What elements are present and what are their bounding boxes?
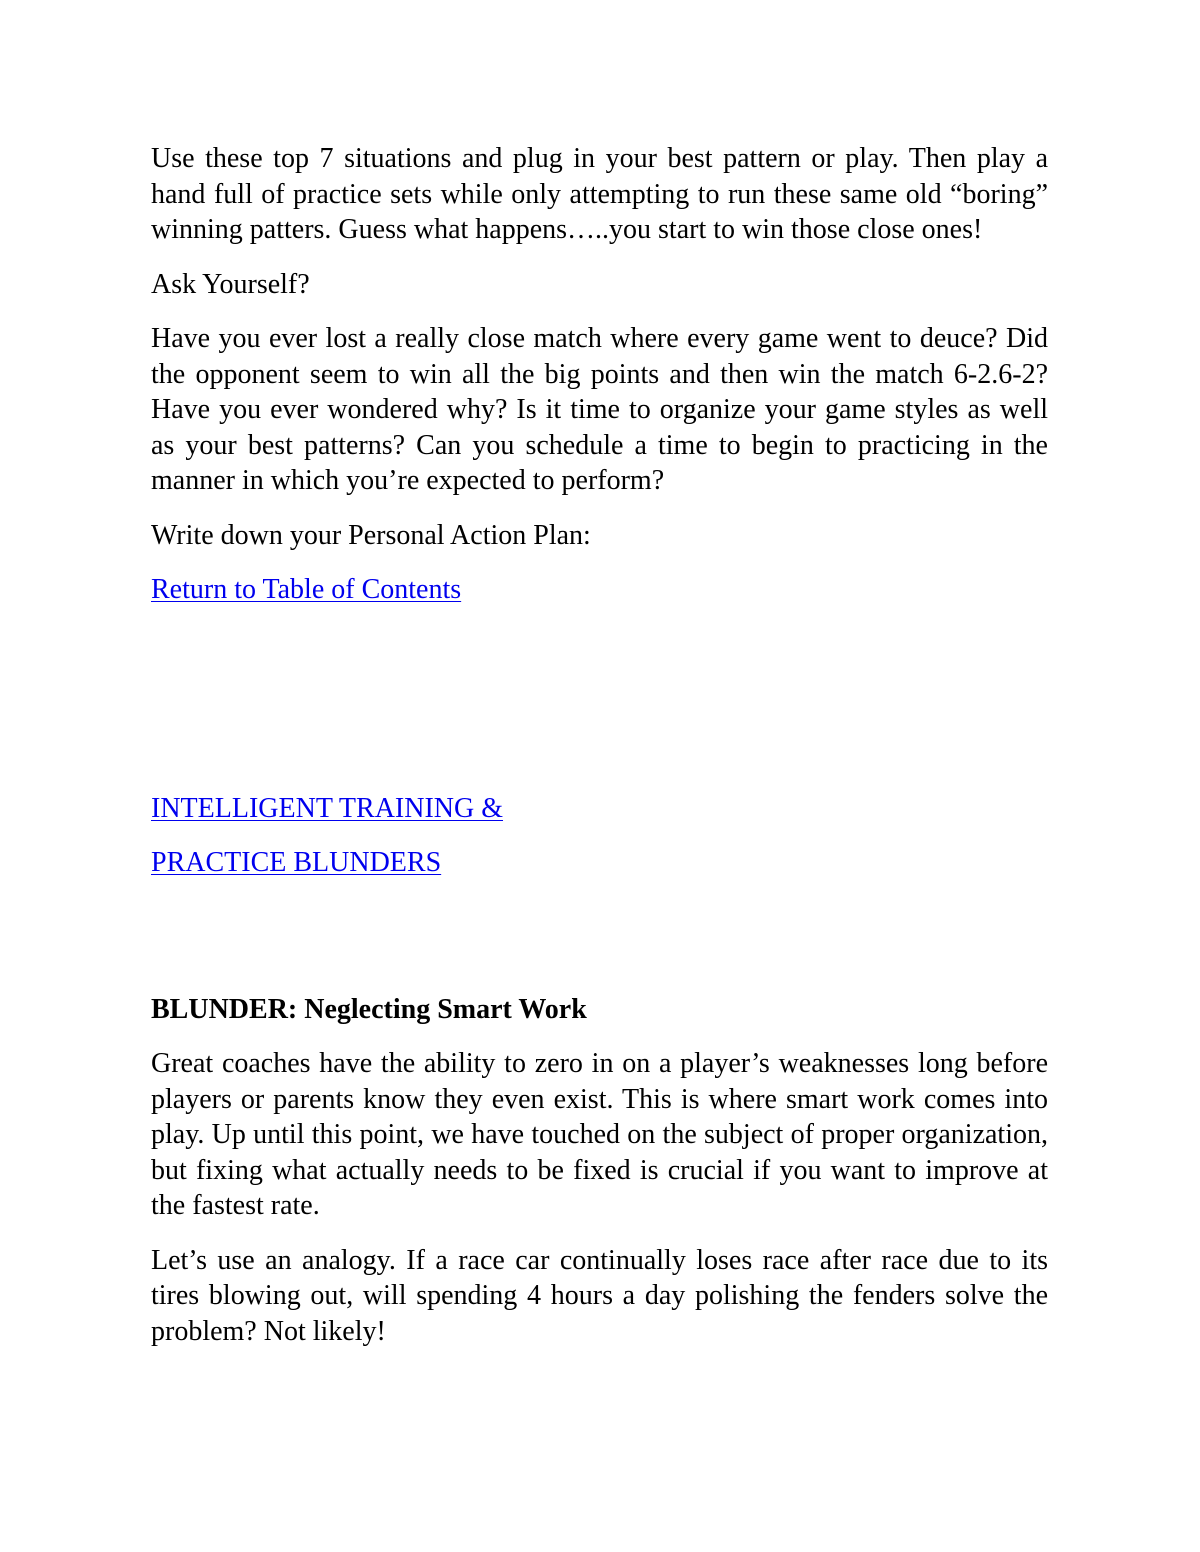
intro-paragraph: Use these top 7 situations and plug in your best pattern or play. Then play a hand full of practice sets while only attempting to run these same old “boring” winning patters. Guess what happens…..you start to win those close ones! [151, 143, 1048, 245]
intelligent-training-link[interactable]: INTELLIGENT TRAINING & [151, 792, 504, 824]
practice-blunders-link[interactable]: PRACTICE BLUNDERS [151, 847, 442, 878]
action-plan-label: Write down your Personal Action Plan: [151, 519, 591, 551]
return-to-toc-link[interactable]: Return to Table of Contents [151, 574, 462, 605]
document-page [151, 141, 1048, 1349]
section-link-line-2 [151, 845, 1048, 881]
race-car-paragraph: Let’s use an analogy. If a race car continually loses race after race due to its tires blowing out, will spending 4 hours a day polishing the fenders solve the problem? Not likely! [151, 1244, 1048, 1347]
blunder-heading: BLUNDER: Neglecting Smart Work [151, 993, 587, 1025]
section-link-line-1 [151, 791, 1048, 827]
questions-paragraph: Have you ever lost a really close match where every game went to deuce? Did the opponent seem to win all the big points and then win the match 6-2.6-2? Have you ever wondered why? Is it time to organize your game styles as well as your best patterns? Can you schedule a time to begin to practicing in the manner in which you’re expected to perform? [151, 323, 1048, 496]
ask-yourself-label: Ask Yourself? [151, 268, 310, 300]
smart-work-paragraph: Great coaches have the ability to zero in on a player’s weaknesses long before players or parents know they even exist. This is where smart work comes into play. Up until this point, we have touched on the subject of proper organization, but fixing what actually needs to be fixed is crucial if you want to improve at the fastest rate. [151, 1048, 1048, 1221]
toc-link-line [151, 572, 1048, 608]
